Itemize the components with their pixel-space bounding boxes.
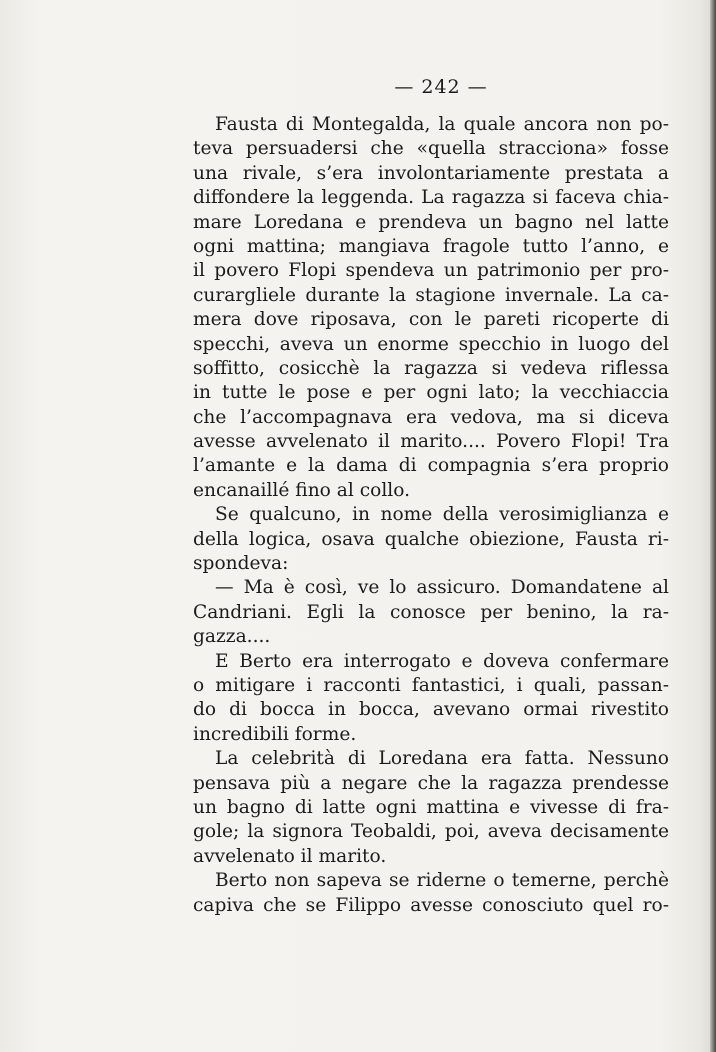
text-line: diffondere la leggenda. La ragazza si faceva chia- <box>193 187 669 209</box>
text-line: in tutte le pose e per ogni lato; la vecchiaccia <box>193 382 669 404</box>
text-line: E Berto era interrogato e doveva confermare <box>215 650 669 672</box>
text-line: avvelenato il marito. <box>193 845 387 867</box>
text-line: ogni mattina; mangiava fragole tutto l’anno, e <box>193 235 669 257</box>
text-line: Fausta di Montegalda, la quale ancora non po- <box>215 114 669 135</box>
text-line: pensava più a negare che la ragazza prendesse <box>193 772 669 794</box>
text-line: La celebrità di Loredana era fatta. Nessuno <box>215 748 669 770</box>
text-line: l’amante e la dama di compagnia s’era proprio <box>193 455 669 477</box>
text-line: encanaillé fino al collo. <box>193 479 410 501</box>
text-line: della logica, osava qualche obiezione, Fausta ri- <box>193 528 669 550</box>
text-line: un bagno di latte ogni mattina e vivesse di fra- <box>193 796 669 818</box>
text-line: che l’accompagnava era vedova, ma si diceva <box>193 406 669 428</box>
text-line: do di bocca in bocca, avevano ormai rivestito <box>193 699 669 721</box>
page-edge-shadow <box>710 0 716 1052</box>
text-line: il povero Flopi spendeva un patrimonio per pro- <box>193 260 669 282</box>
text-line: soffitto, cosicchè la ragazza si vedeva riflessa <box>193 357 669 379</box>
text-line: o mitigare i racconti fantastici, i quali, passan- <box>193 674 669 696</box>
text-line: Berto non sapeva se riderne o temerne, perchè <box>215 870 669 892</box>
text-line: specchi, aveva un enorme specchio in luogo del <box>193 333 669 355</box>
text-line: Se qualcuno, in nome della verosimiglianza e <box>215 504 669 526</box>
text-line: Candriani. Egli la conosce per benino, la ra- <box>193 601 669 623</box>
text-line: gole; la signora Teobaldi, poi, aveva decisamente <box>193 821 669 843</box>
text-line: capiva che se Filippo avesse conosciuto quel ro- <box>193 894 669 916</box>
text-line: curargliele durante la stagione invernale. La ca- <box>193 284 669 306</box>
body-text <box>193 113 669 918</box>
page-number: — 242 — <box>394 76 488 98</box>
text-line: gazza.... <box>193 626 271 648</box>
text-line: incredibili forme. <box>193 723 357 745</box>
text-line: teva persuadersi che «quella stracciona» fosse <box>193 138 669 160</box>
text-line: spondeva: <box>193 553 289 575</box>
text-line: — Ma è così, ve lo assicuro. Domandatene al <box>215 577 669 599</box>
text-line: mera dove riposava, con le pareti ricoperte di <box>193 309 669 331</box>
text-line: una rivale, s’era involontariamente prestata a <box>193 162 669 184</box>
text-line: mare Loredana e prendeva un bagno nel latte <box>193 211 669 233</box>
text-line: avesse avvelenato il marito.... Povero Flopi! Tra <box>193 431 669 453</box>
